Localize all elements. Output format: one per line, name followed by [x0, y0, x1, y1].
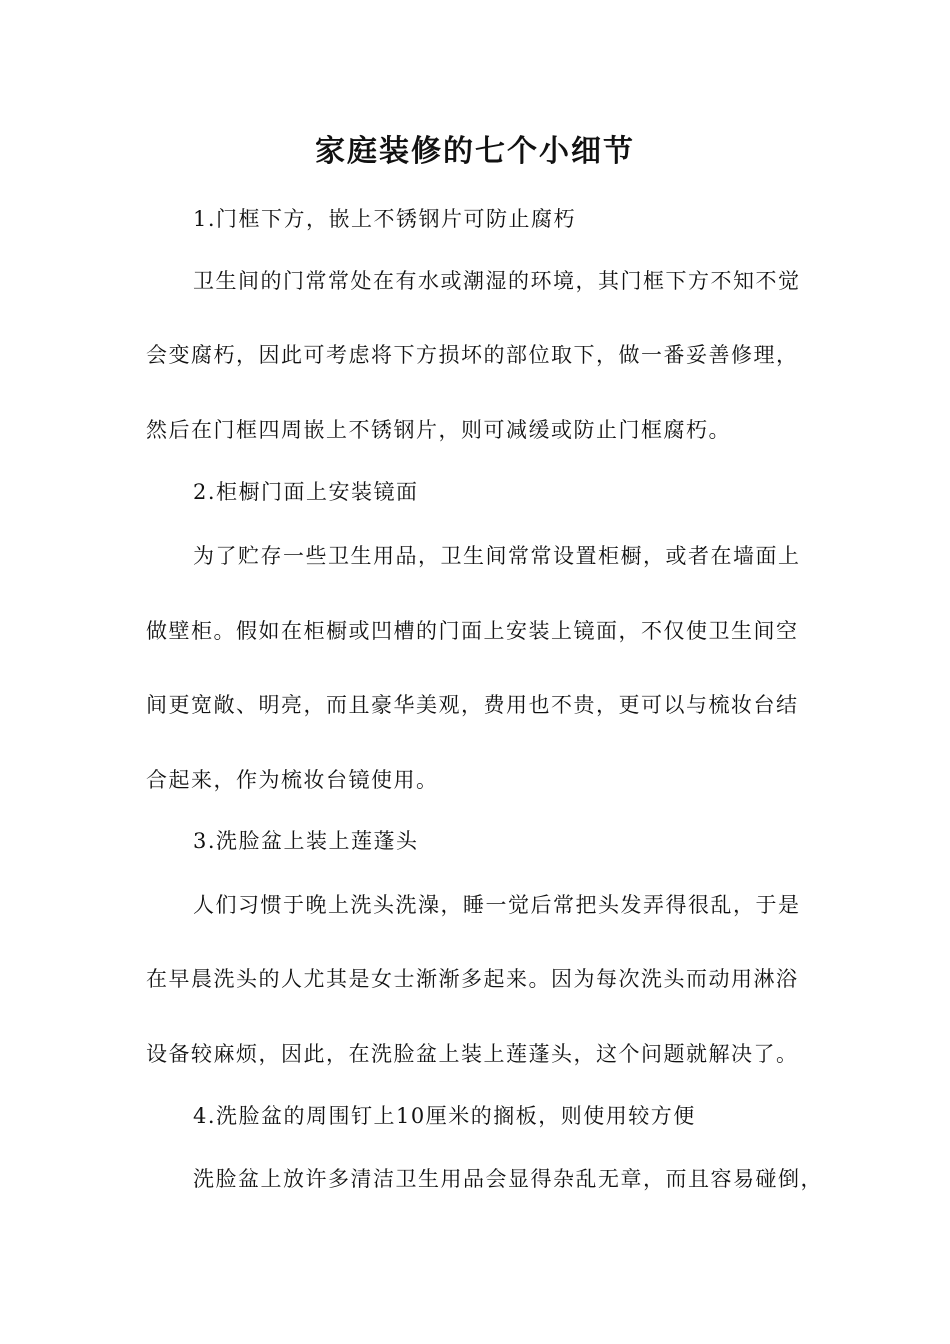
paragraph-line: 卫生间的门常常处在有水或潮湿的环境，其门框下方不知不觉	[193, 269, 801, 293]
paragraph-line: 在早晨洗头的人尤其是女士渐渐多起来。因为每次洗头而动用淋浴	[146, 967, 799, 991]
paragraph-line: 做壁柜。假如在柜橱或凹槽的门面上安装上镜面，不仅使卫生间空	[146, 619, 799, 643]
section-heading-2: 2.柜橱门面上安装镜面	[193, 480, 419, 504]
paragraph-line: 间更宽敞、明亮，而且豪华美观，费用也不贵，更可以与梳妆台结	[146, 693, 799, 717]
paragraph-line: 洗脸盆上放许多清洁卫生用品会显得杂乱无章，而且容易碰倒，	[193, 1167, 823, 1191]
paragraph-line: 然后在门框四周嵌上不锈钢片，则可减缓或防止门框腐朽。	[146, 418, 731, 442]
section-heading-1: 1.门框下方，嵌上不锈钢片可防止腐朽	[193, 207, 577, 231]
paragraph-line: 会变腐朽，因此可考虑将下方损坏的部位取下，做一番妥善修理，	[146, 343, 799, 367]
document-title: 家庭装修的七个小细节	[315, 134, 635, 169]
paragraph-line: 设备较麻烦，因此，在洗脸盆上装上莲蓬头，这个问题就解决了。	[146, 1042, 799, 1066]
paragraph-line: 人们习惯于晚上洗头洗澡，睡一觉后常把头发弄得很乱，于是	[193, 893, 801, 917]
paragraph-line: 合起来，作为梳妆台镜使用。	[146, 768, 439, 792]
paragraph-line: 为了贮存一些卫生用品，卫生间常常设置柜橱，或者在墙面上	[193, 544, 801, 568]
section-heading-3: 3.洗脸盆上装上莲蓬头	[193, 829, 419, 853]
section-heading-4: 4.洗脸盆的周围钉上10厘米的搁板，则使用较方便	[193, 1104, 696, 1128]
